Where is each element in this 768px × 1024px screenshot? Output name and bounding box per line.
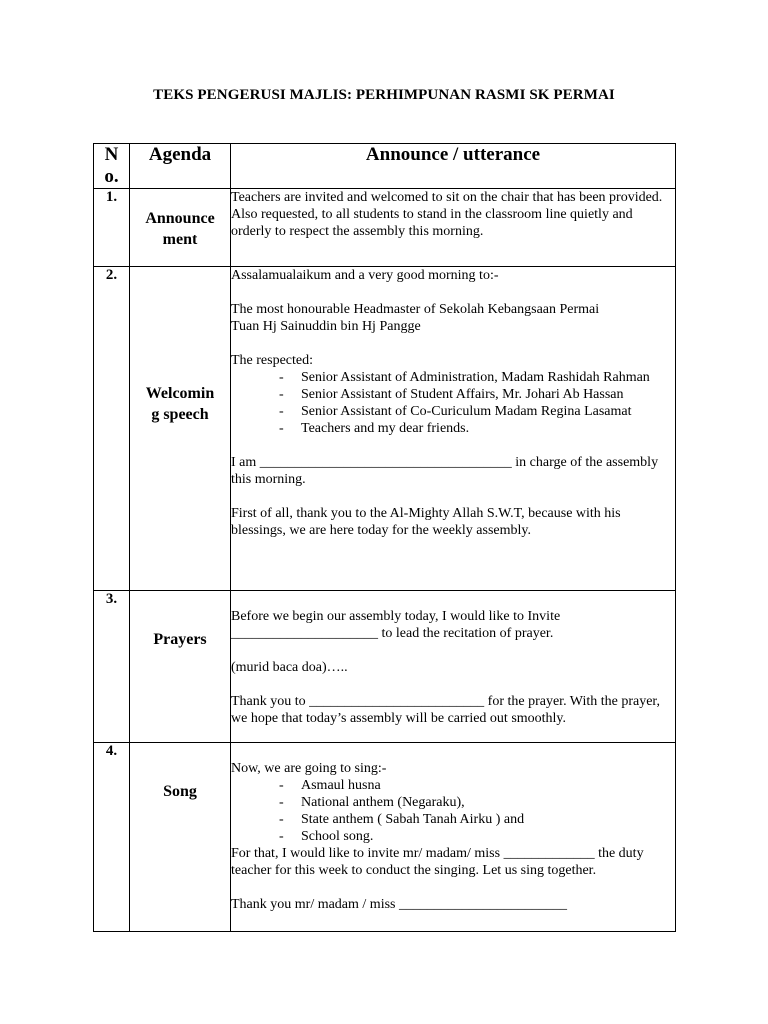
thanks-text: Thank you mr/ madam / miss ________________________ (231, 897, 567, 912)
header-announce: Announce / utterance (231, 144, 676, 189)
utterance-cell (231, 591, 676, 743)
utterance-cell (231, 189, 676, 267)
table-header-row (94, 144, 676, 189)
list-item: - School song. (279, 828, 675, 845)
row-number: 4. (94, 743, 130, 932)
header-agenda: Agenda (130, 144, 231, 189)
agenda-name (130, 591, 231, 743)
header-no-line1: N (104, 144, 119, 165)
agenda-name-line1: Welcomin (145, 385, 215, 402)
agenda-name-line1: Song (163, 783, 197, 800)
list-item: - Senior Assistant of Co-Curiculum Madam Regina Lasamat (279, 403, 675, 420)
invite-text: Before we begin our assembly today, I would like to Invite _____________________ to lead the recitation of prayer. (231, 609, 561, 641)
agenda-name (130, 743, 231, 932)
list-item: - Teachers and my dear friends. (279, 420, 675, 437)
list-item: - Senior Assistant of Administration, Madam Rashidah Rahman (279, 369, 675, 386)
headmaster-line2: Tuan Hj Sainuddin bin Hj Pangge (231, 319, 421, 334)
thanks-text: Thank you to _________________________ for the prayer. With the prayer, we hope that today’s assembly will be carried out smoothly. (231, 694, 661, 726)
row-number: 2. (94, 267, 130, 591)
utterance-text: Teachers are invited and welcomed to sit on the chair that has been provided. Also requested, to all students to stand in the classroom line quietly and orderly to respect the assembly this morning. (231, 190, 663, 239)
table-row (94, 743, 676, 932)
agenda-name (130, 189, 231, 267)
list-item: - Senior Assistant of Student Affairs, Mr. Johari Ab Hassan (279, 386, 675, 403)
list-item: - State anthem ( Sabah Tanah Airku ) and (279, 811, 675, 828)
table-row (94, 189, 676, 267)
headmaster-line1: The most honourable Headmaster of Sekolah Kebangsaan Permai (231, 302, 600, 317)
greeting-text: Assalamualaikum and a very good morning to:- (231, 268, 499, 283)
in-charge-text: I am ____________________________________ in charge of the assembly this morning. (231, 455, 659, 487)
agenda-table (93, 143, 676, 932)
song-list (231, 777, 675, 845)
agenda-name-line1: Prayers (153, 631, 207, 648)
header-no-line2: o. (104, 166, 119, 187)
intro-text: Now, we are going to sing:- (231, 761, 387, 776)
agenda-name-line1: Announce (145, 210, 215, 227)
table-row (94, 591, 676, 743)
utterance-cell (231, 743, 676, 932)
agenda-name (130, 267, 231, 591)
table-row (94, 267, 676, 591)
respected-list (231, 369, 675, 437)
list-item: - National anthem (Negaraku), (279, 794, 675, 811)
row-number: 3. (94, 591, 130, 743)
header-no (94, 144, 130, 189)
row-number: 1. (94, 189, 130, 267)
agenda-name-line2: g speech (151, 406, 209, 423)
invite-text: For that, I would like to invite mr/ madam/ miss _____________ the duty teacher for this week to conduct the singing. Let us sing together. (231, 846, 644, 878)
respected-text: The respected: (231, 353, 314, 368)
utterance-cell (231, 267, 676, 591)
murid-text: (murid baca doa)….. (231, 660, 348, 675)
agenda-name-line2: ment (162, 231, 198, 248)
thanks-text: First of all, thank you to the Al-Mighty Allah S.W.T, because with his blessings, we are here today for the weekly assembly. (231, 506, 621, 538)
list-item: - Asmaul husna (279, 777, 675, 794)
document-title: TEKS PENGERUSI MAJLIS: PERHIMPUNAN RASMI SK PERMAI (153, 87, 615, 103)
